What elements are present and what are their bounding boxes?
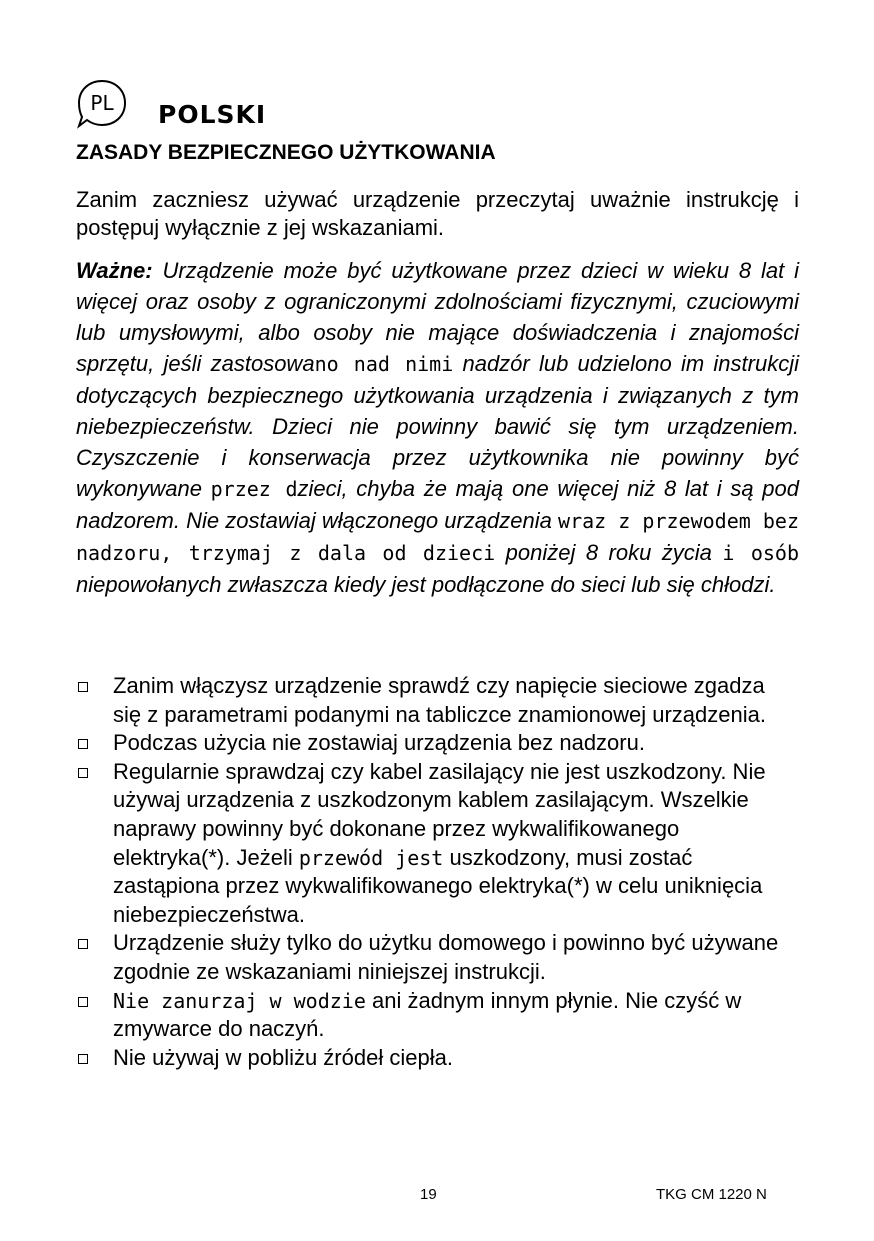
checkbox-bullet-icon [78, 1054, 88, 1064]
warning-text: wraz z przewodem bez nadzoru, trzymaj z dala od dzieci [76, 509, 800, 565]
warning-text: niepowołanych zwłaszcza kiedy jest podłączone do sieci lub się chłodzi. [76, 572, 776, 597]
section-heading: ZASADY BEZPIECZNEGO UŻYTKOWANIA [76, 141, 496, 164]
warning-paragraph [76, 255, 799, 600]
list-item: Urządzenie służy tylko do użytku domowego i powinno być używane zgodnie ze wskazaniami niniejszej instrukcji. [76, 929, 796, 986]
warning-text: Urządzenie może być użytkowane przez dzieci w wieku 8 lat i więcej oraz osoby z ograniczonymi zdolnościami fizycznymi, czuciowymi lub umysłowymi, albo osoby nie mające doświadczenia i znajomości sprzętu, jeśli zastosowa [76, 258, 799, 376]
checkbox-bullet-icon [78, 997, 88, 1007]
model-number: TKG CM 1220 N [656, 1186, 767, 1203]
warning-text: nadzór lub udzielono im instrukcji dotyczących bezpiecznego użytkowania urządzenia i związanych z tym niebezpieczeństw. Dzieci nie powinny bawić się tym urządzeniem. Czyszczenie i konserwacja przez użytkownika nie powinny być wykonywane [76, 351, 799, 501]
intro-paragraph: Zanim zaczniesz używać urządzenie przeczytaj uważnie instrukcję i postępuj wyłącznie z jej wskazaniami. [76, 187, 799, 240]
list-item: Nie używaj w pobliżu źródeł ciepła. [76, 1044, 796, 1073]
list-item: Zanim włączysz urządzenie sprawdź czy napięcie sieciowe zgadza się z parametrami podanymi na tabliczce znamionowej urządzenia. [76, 672, 796, 729]
list-item: Regularnie sprawdzaj czy kabel zasilający nie jest uszkodzony. Nie używaj urządzenia z uszkodzonym kablem zasilającym. Wszelkie naprawy powinny być dokonane przez wykwalifikowanego elektryka(*). Jeżeli przewód jest uszkodzony, musi zostać zastąpiona przez wykwalifikowanego elektryka(*) w celu uniknięcia niebezpieczeństwa. [76, 758, 796, 930]
language-title: POLSKI [158, 100, 267, 129]
list-item: Nie zanurzaj w wodzie ani żadnym innym płynie. Nie czyść w zmywarce do naczyń. [76, 987, 796, 1044]
checkbox-bullet-icon [78, 768, 88, 778]
checkbox-bullet-icon [78, 739, 88, 749]
checkbox-bullet-icon [78, 939, 88, 949]
checkbox-bullet-icon [78, 682, 88, 692]
list-item: Podczas użycia nie zostawiaj urządzenia bez nadzoru. [76, 729, 796, 758]
warning-text: zieci, chyba że mają one więcej niż 8 lat i są pod nadzorem. Nie zostawiaj włączonego urządzenia [76, 476, 799, 533]
page-number: 19 [420, 1186, 437, 1203]
warning-label: Ważne: [76, 258, 153, 283]
warning-text: no nad nimi [314, 352, 454, 376]
warning-text: i osób [722, 541, 799, 565]
safety-list [76, 672, 796, 1072]
warning-text: poniżej 8 roku życia [495, 540, 723, 565]
speech-bubble-icon [76, 78, 128, 130]
lang-badge: PL [90, 91, 114, 115]
warning-text: przez d [210, 477, 298, 501]
